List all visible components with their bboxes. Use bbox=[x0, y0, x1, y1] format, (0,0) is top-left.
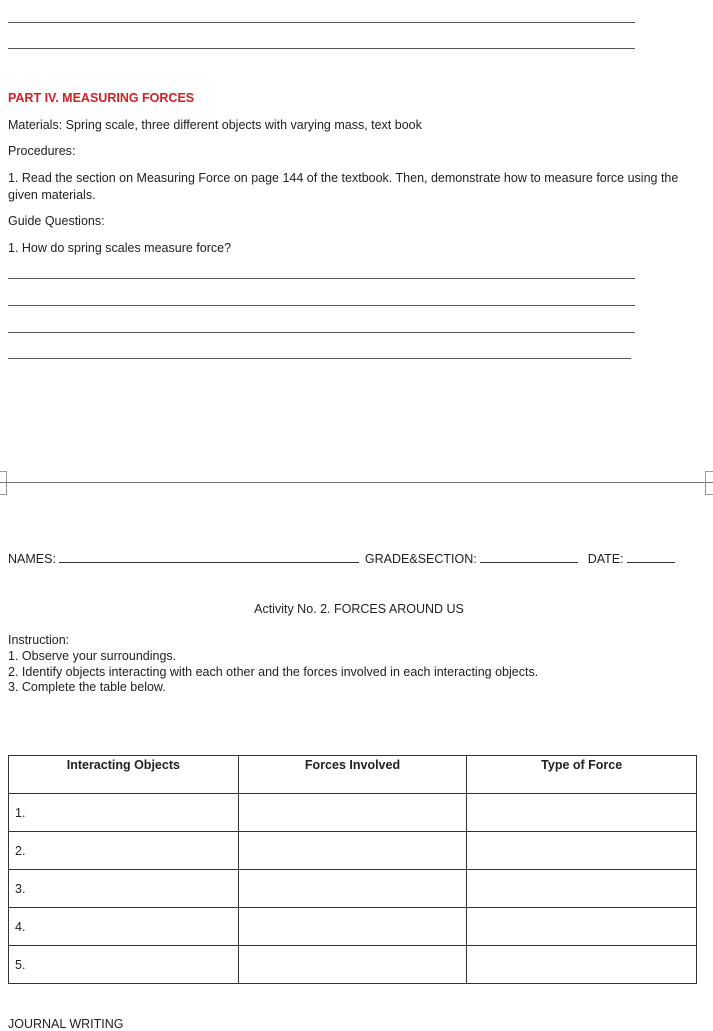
forces-table bbox=[8, 755, 697, 984]
row-number[interactable]: 1. bbox=[9, 794, 239, 832]
page-corner-right bbox=[705, 471, 713, 495]
date-blank[interactable] bbox=[627, 550, 675, 563]
instruction-step-2: 2. Identify objects interacting with each other and the forces involved in each interacting objects. bbox=[8, 665, 539, 679]
grade-section-label: GRADE&SECTION: bbox=[364, 552, 477, 566]
row-number[interactable]: 3. bbox=[9, 870, 239, 908]
forces-cell[interactable] bbox=[238, 794, 467, 832]
info-row bbox=[8, 550, 675, 566]
instruction-step-3: 3. Complete the table below. bbox=[8, 680, 166, 694]
instruction-label: Instruction: bbox=[8, 633, 70, 647]
type-cell[interactable] bbox=[467, 832, 697, 870]
table-row bbox=[9, 908, 697, 946]
answer-line bbox=[8, 278, 635, 279]
row-number[interactable]: 2. bbox=[9, 832, 239, 870]
journal-writing-heading: JOURNAL WRITING bbox=[8, 1017, 124, 1031]
header-interacting-objects: Interacting Objects bbox=[9, 756, 239, 794]
header-forces-involved: Forces Involved bbox=[238, 756, 467, 794]
grade-section-blank[interactable] bbox=[480, 550, 578, 563]
procedures-heading bbox=[8, 144, 75, 158]
type-cell[interactable] bbox=[467, 794, 697, 832]
activity-title: Activity No. 2. FORCES AROUND US bbox=[254, 602, 464, 616]
type-cell[interactable] bbox=[467, 946, 697, 984]
page-break bbox=[0, 482, 713, 483]
answer-line bbox=[8, 358, 631, 359]
date-label: DATE: bbox=[587, 552, 624, 566]
row-number[interactable]: 4. bbox=[9, 908, 239, 946]
type-cell[interactable] bbox=[467, 870, 697, 908]
answer-line bbox=[8, 22, 635, 23]
names-blank[interactable] bbox=[59, 550, 359, 563]
names-label: NAMES: bbox=[8, 552, 56, 566]
guide-question-1: 1. How do spring scales measure force? bbox=[8, 241, 232, 255]
materials-label: Materials bbox=[8, 118, 59, 132]
guide-questions-label: Guide Questions: bbox=[8, 214, 105, 228]
procedures-label: Procedures bbox=[8, 144, 72, 158]
row-number[interactable]: 5. bbox=[9, 946, 239, 984]
type-cell[interactable] bbox=[467, 908, 697, 946]
forces-cell[interactable] bbox=[238, 832, 467, 870]
header-type-of-force: Type of Force bbox=[467, 756, 697, 794]
materials-line bbox=[8, 118, 422, 132]
instruction-step-1: 1. Observe your surroundings. bbox=[8, 649, 177, 663]
answer-line bbox=[8, 48, 635, 49]
page-corner-left bbox=[0, 471, 7, 495]
answer-line bbox=[8, 332, 635, 333]
table-row bbox=[9, 832, 697, 870]
materials-text: : Spring scale, three different objects with varying mass, text book bbox=[58, 118, 422, 132]
procedure-step-1: 1. Read the section on Measuring Force on page 144 of the textbook. Then, demonstrate how to measure force using the given materials. bbox=[8, 171, 679, 202]
table-row bbox=[9, 946, 697, 984]
table-row bbox=[9, 794, 697, 832]
answer-line bbox=[8, 305, 635, 306]
part-title: PART IV. MEASURING FORCES bbox=[8, 91, 195, 105]
forces-cell[interactable] bbox=[238, 908, 467, 946]
table-row bbox=[9, 870, 697, 908]
forces-cell[interactable] bbox=[238, 870, 467, 908]
forces-cell[interactable] bbox=[238, 946, 467, 984]
procedures-colon: : bbox=[71, 144, 76, 158]
table-header-row bbox=[9, 756, 697, 794]
